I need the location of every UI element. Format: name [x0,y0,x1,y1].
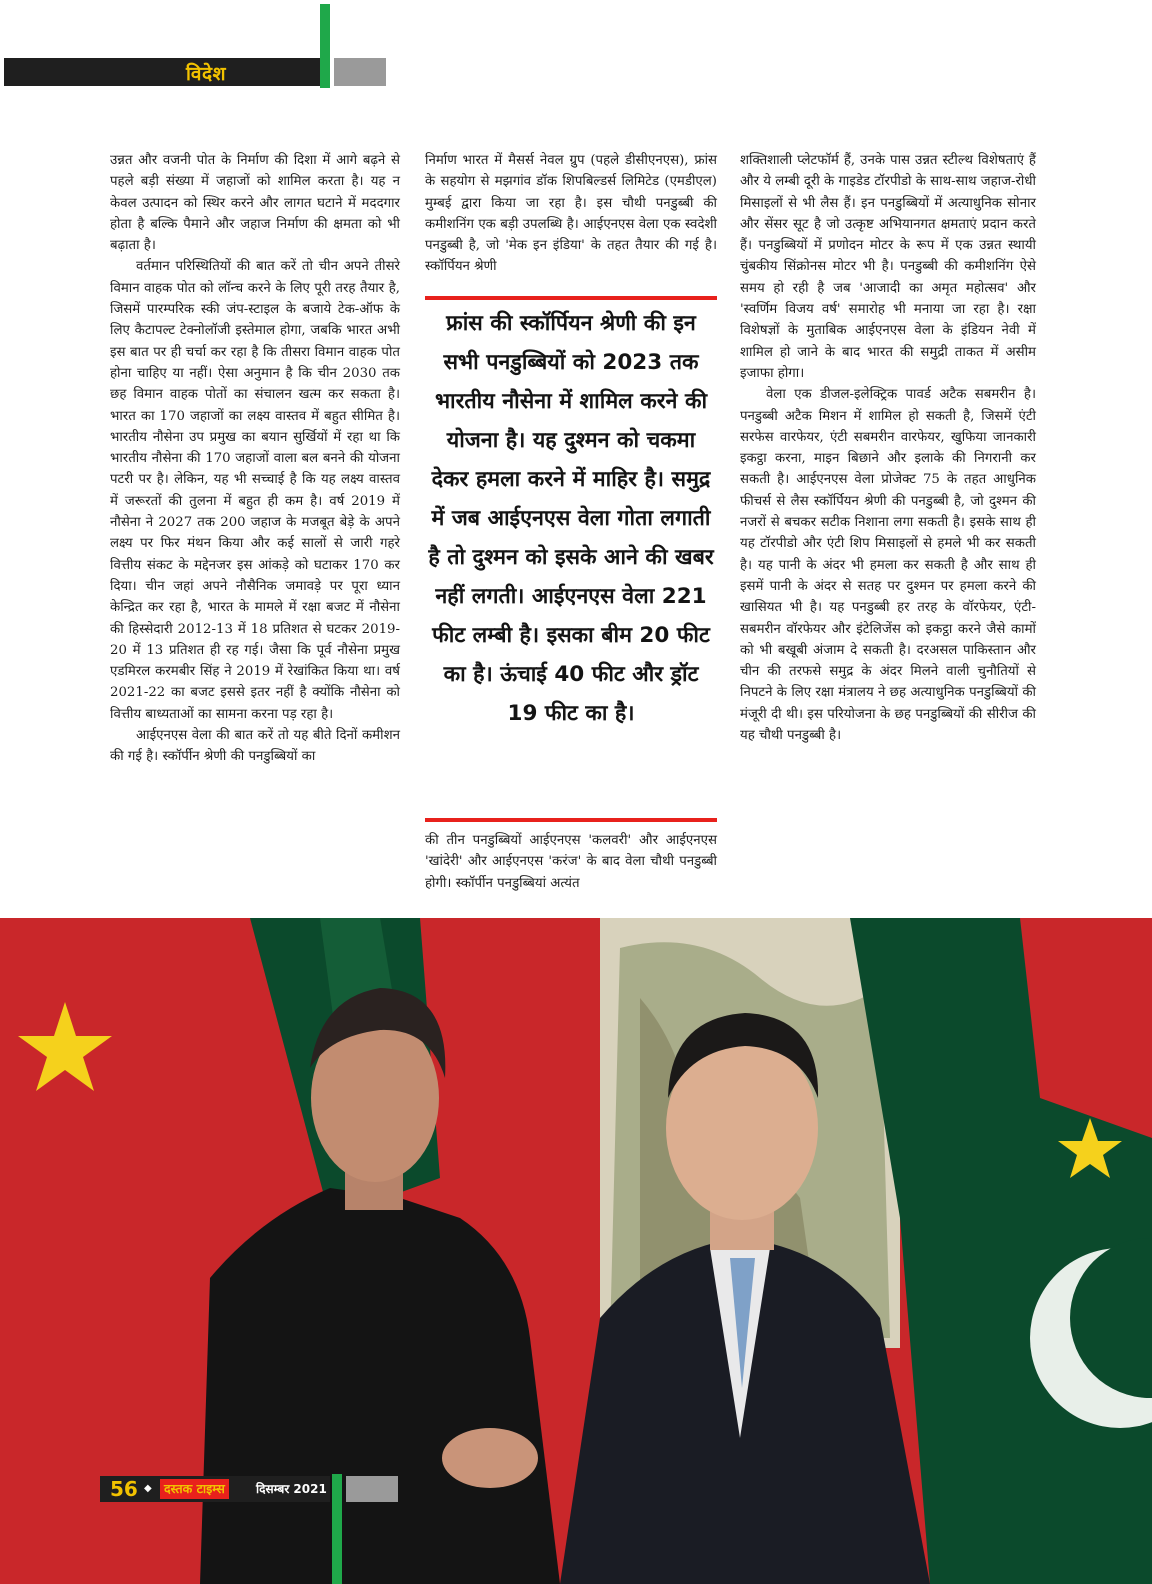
footer-bullet: ◆ [144,1483,152,1494]
paragraph: निर्माण भारत में मैसर्स नेवल ग्रुप (पहले डीसीएनएस), फ्रांस के सहयोग से मझगांव डॉक शिपबिल्डर्स लिमिटेड (एमडीएल) मुम्बई द्वारा किया जा रहा है। इस चौथी पनडुब्बी की कमीशनिंग एक बड़ी उपलब्धि है। आईएनएस वेला एक स्वदेशी पनडुब्बी है, जो 'मेक इन इंडिया' के तहत तैयार की गई है। स्कॉर्पियन श्रेणी [425,153,717,275]
pull-quote-top-rule [425,296,717,300]
publication-brand: दस्तक टाइम्स [160,1479,229,1499]
article-column-2-bottom [425,830,717,894]
paragraph: की तीन पनडुब्बियों आईएनएस 'कलवरी' और आईएनएस 'खांदेरी' और आईएनएस 'करंज' के बाद वेला चौथी पनडुब्बी होगी। स्कॉर्पीन पनडुब्बियां अत्यंत [425,833,717,891]
paragraph: वर्तमान परिस्थितियों की बात करें तो चीन अपने तीसरे विमान वाहक पोत को लॉन्च करने के लिए पूरी तरह तैयार है, जिसमें पारम्परिक स्की जंप-स्टाइल के बजाये टेक-ऑफ के लिए कैटापल्ट टेक्नोलॉजी इस्तेमाल होगा, जबकि भारत अभी इस बात पर ही चर्चा कर रहा है कि तीसरा विमान वाहक पोत होना चाहिए या नहीं। ऐसा अनुमान है कि चीन 2030 तक छह विमान वाहक पोतों का संचालन खत्म कर सकता है। भारत का 170 जहाजों का लक्ष्य वास्तव में बहुत सीमित है। भारतीय नौसेना उप प्रमुख का बयान सुर्खियों में रहा था कि भारतीय नौसेना की 170 जहाजों वाला बल बनने की योजना पटरी पर है। लेकिन, यह भी सच्चाई है कि यह लक्ष्य वास्तव में जरूरतों की तुलना में बहुत ही कम है। वर्ष 2019 में नौसेना ने 2027 तक 200 जहाज के मजबूत बेड़े के अपने लक्ष्य पर फिर मंथन किया और कई सालों से जारी गहरे वित्तीय संकट के मद्देनजर इस आंकड़े को घटाकर 170 कर दिया। चीन जहां अपने नौसैनिक जमावड़े पर पूरा ध्यान केन्द्रित कर रहा है, भारत के मामले में रक्षा बजट में नौसेना की हिस्सेदारी 2012-13 में 18 प्रतिशत से घटकर 2019-20 में 13 प्रतिशत ही रह गई। जैसा कि पूर्व नौसेना प्रमुख एडमिरल करमबीर सिंह ने 2019 में रेखांकित किया था। वर्ष 2021-22 का बजट इससे इतर नहीं है क्योंकि नौसेना को वित्तीय बाध्यताओं का सामना करना पड़ रहा है। [110,259,400,722]
pull-quote: फ्रांस की स्कॉर्पियन श्रेणी की इन सभी पनडुब्बियों को 2023 तक भारतीय नौसेना में शामिल करने की योजना है। यह दुश्मन को चकमा देकर हमला करने में माहिर है। समुद्र में जब आईएनएस वेला गोता लगाती है तो दुश्मन को इसके आने की खबर नहीं लगती। आईएनएस वेला 221 फीट लम्बी है। इसका बीम 20 फीट का है। ऊंचाई 40 फीट और ड्रॉट 19 फीट का है। [428,311,714,726]
section-header-bar [4,58,320,86]
footer-green-accent [332,1474,342,1584]
header-green-accent [320,4,330,88]
paragraph: उन्नत और वजनी पोत के निर्माण की दिशा में आगे बढ़ने से पहले बड़ी संख्या में जहाजों को शामिल करता है। यह न केवल उत्पादन को स्थिर करने और लागत घटाने में मददगार होता है बल्कि पैमाने और जहाज निर्माण की क्षमता को भी बढ़ाता है। [110,153,400,254]
page-number: 56 [110,1477,138,1501]
article-column-2-top [425,150,717,278]
issue-date: दिसम्बर 2021 [256,1482,327,1496]
paragraph: शक्तिशाली प्लेटफॉर्म हैं, उनके पास उन्नत स्टील्थ विशेषताएं हैं और ये लम्बी दूरी के गाइडेड टॉरपीडो के साथ-साथ जहाज-रोधी मिसाइलों से भी लैस हैं। इन पनडुब्बियों में अत्याधुनिक सोनार और सेंसर सूट है जो उत्कृष्ट अभियानगत क्षमताएं प्रदान करते हैं। पनडुब्बियों में प्रणोदन मोटर के रूप में एक उन्नत स्थायी चुंबकीय सिंक्रोनस मोटर भी है। पनडुब्बी की कमीशनिंग ऐसे समय हो रही है जब 'आजादी का अमृत महोत्सव' और 'स्वर्णिम विजय वर्ष' समारोह भी मनाया जा रहा है। रक्षा विशेषज्ञों के मुताबिक आईएनएस वेला के इंडियन नेवी में शामिल हो जाने के बाद भारत की समुद्री ताकत में असीम इजाफा होगा। [740,153,1036,381]
section-label: विदेश [186,63,226,85]
header-gray-block [334,58,386,86]
article-column-1 [110,150,400,768]
footer-gray-block [346,1476,398,1502]
paragraph: आईएनएस वेला की बात करें तो यह बीते दिनों कमीशन की गई है। स्कॉर्पीन श्रेणी की पनडुब्बियों का [110,728,400,765]
pull-quote-bottom-rule [425,818,717,822]
paragraph: वेला एक डीजल-इलेक्ट्रिक पावर्ड अटैक सबमरीन है। पनडुब्बी अटैक मिशन में शामिल हो सकती है, जिसमें एंटी सरफेस वारफेयर, एंटी सबमरीन वारफेयर, खुफिया जानकारी इकट्ठा करना, माइन बिछाने और इलाके की निगरानी कर सकती है। आईएनएस वेला प्रोजेक्ट 75 के तहत आधुनिक फीचर्स से लैस स्कॉर्पियन श्रेणी की पनडुब्बी है, जो दुश्मन की नजरों से बचकर सटीक निशाना लगा सकती है। इसके साथ ही यह टॉरपीडो और एंटी शिप मिसाइलों से हमले भी कर सकती है। यह पानी के अंदर भी हमला कर सकती है और साथ ही इसमें पानी के अंदर से सतह पर दुश्मन पर हमला करने की खासियत भी है। यह पनडुब्बी हर तरह के वॉरफेयर, एंटी-सबमरीन वॉरफेयर और इंटेलिजेंस को इकट्ठा करने जैसे कामों को भी बखूबी अंजाम दे सकती है। दरअसल पाकिस्तान और चीन की तरफसे समुद्र के अंदर मिलने वाली चुनौतियों से निपटने के लिए रक्षा मंत्रालय ने छह अत्याधुनिक पनडुब्बियों की मंजूरी दी थी। इस परियोजना के छह पनडुब्बियों की सीरीज की यह चौथी पनडुब्बी है। [740,387,1036,744]
article-column-3 [740,150,1036,746]
